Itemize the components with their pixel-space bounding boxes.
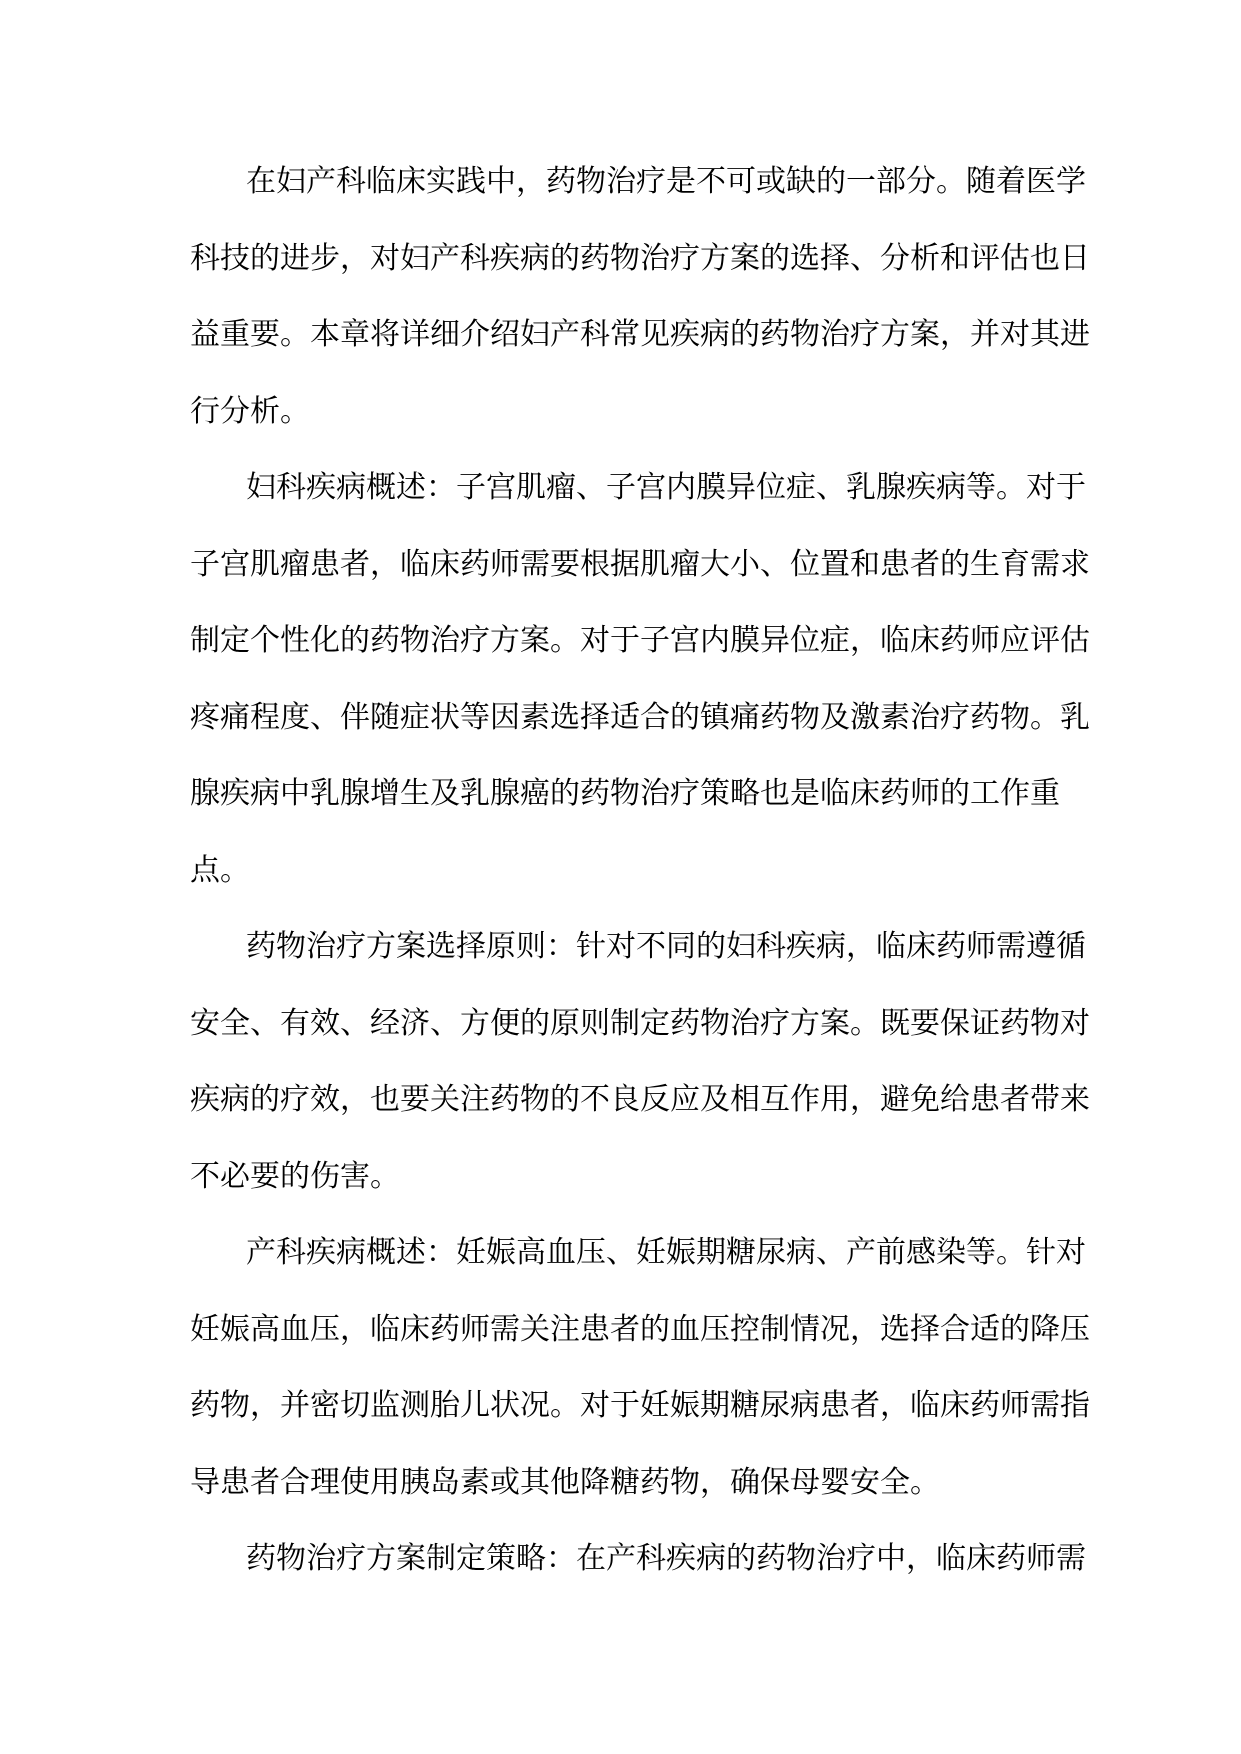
paragraph-line: 导患者合理使用胰岛素或其他降糖药物，确保母婴安全。 [190, 1464, 940, 1500]
paragraph-line: 药物治疗方案制定策略：在产科疾病的药物治疗中，临床药师需 [246, 1541, 1086, 1576]
body-text [190, 144, 1090, 1598]
paragraph-obstetrics-overview [190, 1215, 1090, 1521]
paragraph-line: 药物，并密切监测胎儿状况。对于妊娠期糖尿病患者，临床药师需指 [190, 1388, 1090, 1423]
paragraph-line: 科技的进步，对妇产科疾病的药物治疗方案的选择、分析和评估也日 [190, 240, 1090, 276]
paragraph-line: 点。 [190, 852, 250, 888]
paragraph-line: 妊娠高血压，临床药师需关注患者的血压控制情况，选择合适的降压 [190, 1311, 1090, 1347]
paragraph-line: 疾病的疗效，也要关注药物的不良反应及相互作用，避免给患者带来 [190, 1082, 1090, 1117]
paragraph-line: 不必要的伤害。 [190, 1158, 400, 1194]
paragraph-selection-principles [190, 909, 1090, 1215]
paragraph-line: 疼痛程度、伴随症状等因素选择适合的镇痛药物及激素治疗药物。乳 [190, 699, 1090, 735]
paragraph-line: 妇科疾病概述：子宫肌瘤、子宫内膜异位症、乳腺疾病等。对于 [246, 470, 1086, 505]
paragraph-line: 制定个性化的药物治疗方案。对于子宫内膜异位症，临床药师应评估 [190, 623, 1090, 658]
paragraph-line: 行分析。 [190, 393, 310, 429]
paragraph-intro [190, 144, 1090, 450]
paragraph-line: 在妇产科临床实践中，药物治疗是不可或缺的一部分。随着医学 [246, 164, 1086, 199]
paragraph-line: 腺疾病中乳腺增生及乳腺癌的药物治疗策略也是临床药师的工作重 [190, 776, 1060, 811]
paragraph-line: 安全、有效、经济、方便的原则制定药物治疗方案。既要保证药物对 [190, 1005, 1090, 1041]
paragraph-formulation-strategy [190, 1521, 1086, 1598]
paragraph-gynecology-overview [190, 450, 1090, 909]
paragraph-line: 益重要。本章将详细介绍妇产科常见疾病的药物治疗方案，并对其进 [190, 317, 1090, 352]
paragraph-line: 产科疾病概述：妊娠高血压、妊娠期糖尿病、产前感染等。针对 [246, 1235, 1086, 1270]
paragraph-line: 子宫肌瘤患者，临床药师需要根据肌瘤大小、位置和患者的生育需求 [190, 546, 1090, 582]
paragraph-line: 药物治疗方案选择原则：针对不同的妇科疾病，临床药师需遵循 [246, 929, 1086, 964]
